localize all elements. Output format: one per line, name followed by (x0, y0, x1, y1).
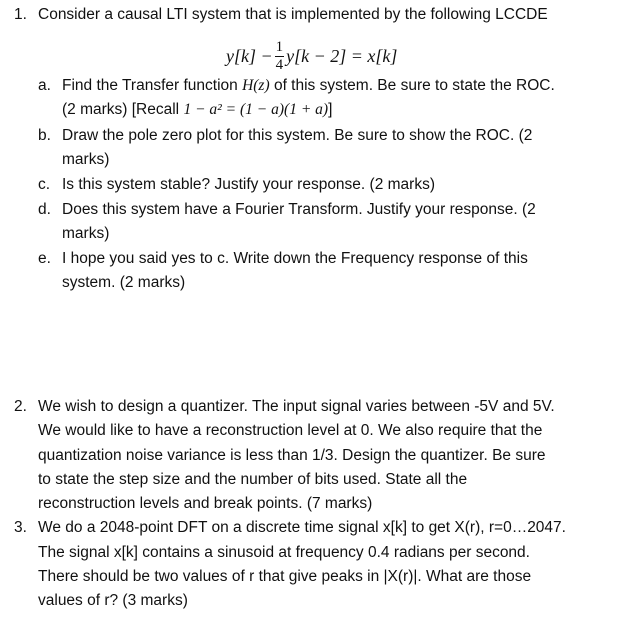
q1-stem: Consider a causal LTI system that is implemented by the following LCCDE (38, 6, 548, 23)
q1-equation (226, 34, 397, 78)
q1c-line1: Is this system stable? Justify your response. (2 marks) (62, 176, 435, 193)
q1e-line2: system. (2 marks) (62, 274, 186, 291)
q2-line: to state the step size and the number of bits used. State all the (38, 471, 468, 488)
q1c-label: c. (38, 176, 51, 193)
eq-frac-numerator: 1 (275, 38, 284, 55)
q3-line: We do a 2048-point DFT on a discrete time signal x[k] to get X(r), r=0…2047. (38, 519, 566, 536)
q1a-label: a. (38, 77, 51, 94)
q3-line: The signal x[k] contains a sinusoid at frequency 0.4 radians per second. (38, 544, 530, 561)
q1a-line2: (2 marks) [Recall 1 − a² = (1 − a)(1 + a)] (62, 101, 333, 118)
q1b-line1: Draw the pole zero plot for this system. Be sure to show the ROC. (2 (62, 127, 533, 144)
q1a-line1: Find the Transfer function H(z) of this system. Be sure to state the ROC. (62, 77, 555, 94)
q3-line: There should be two values of r that give peaks in |X(r)|. What are those (38, 568, 532, 585)
q1e-label: e. (38, 250, 51, 267)
eq-frac-denominator: 4 (275, 56, 284, 73)
q1-number: 1. (14, 6, 27, 23)
q1e-line1: I hope you said yes to c. Write down the Frequency response of this (62, 250, 528, 267)
q2-number: 2. (14, 398, 27, 415)
q1b-label: b. (38, 127, 51, 144)
identity-formula: 1 − a² = (1 − a)(1 + a) (183, 101, 329, 118)
q3-line: values of r? (3 marks) (38, 592, 188, 609)
q1d-label: d. (38, 201, 51, 218)
eq-lhs-a: y[k] − (226, 45, 273, 66)
q2-line: We wish to design a quantizer. The input signal varies between -5V and 5V. (38, 398, 555, 415)
q2-line: We would like to have a reconstruction level at 0. We also require that the (38, 422, 543, 439)
q2-line: reconstruction levels and break points. (7 marks) (38, 495, 373, 512)
q3-number: 3. (14, 519, 27, 536)
eq-lhs-b: y[k − 2] = x[k] (286, 45, 398, 66)
transfer-function-symbol: H(z) (242, 77, 270, 94)
q2-line: quantization noise variance is less than 1/3. Design the quantizer. Be sure (38, 447, 546, 464)
q1b-line2: marks) (62, 151, 110, 168)
eq-fraction (275, 40, 285, 73)
q1d-line2: marks) (62, 225, 110, 242)
q1d-line1: Does this system have a Fourier Transform. Justify your response. (2 (62, 201, 536, 218)
